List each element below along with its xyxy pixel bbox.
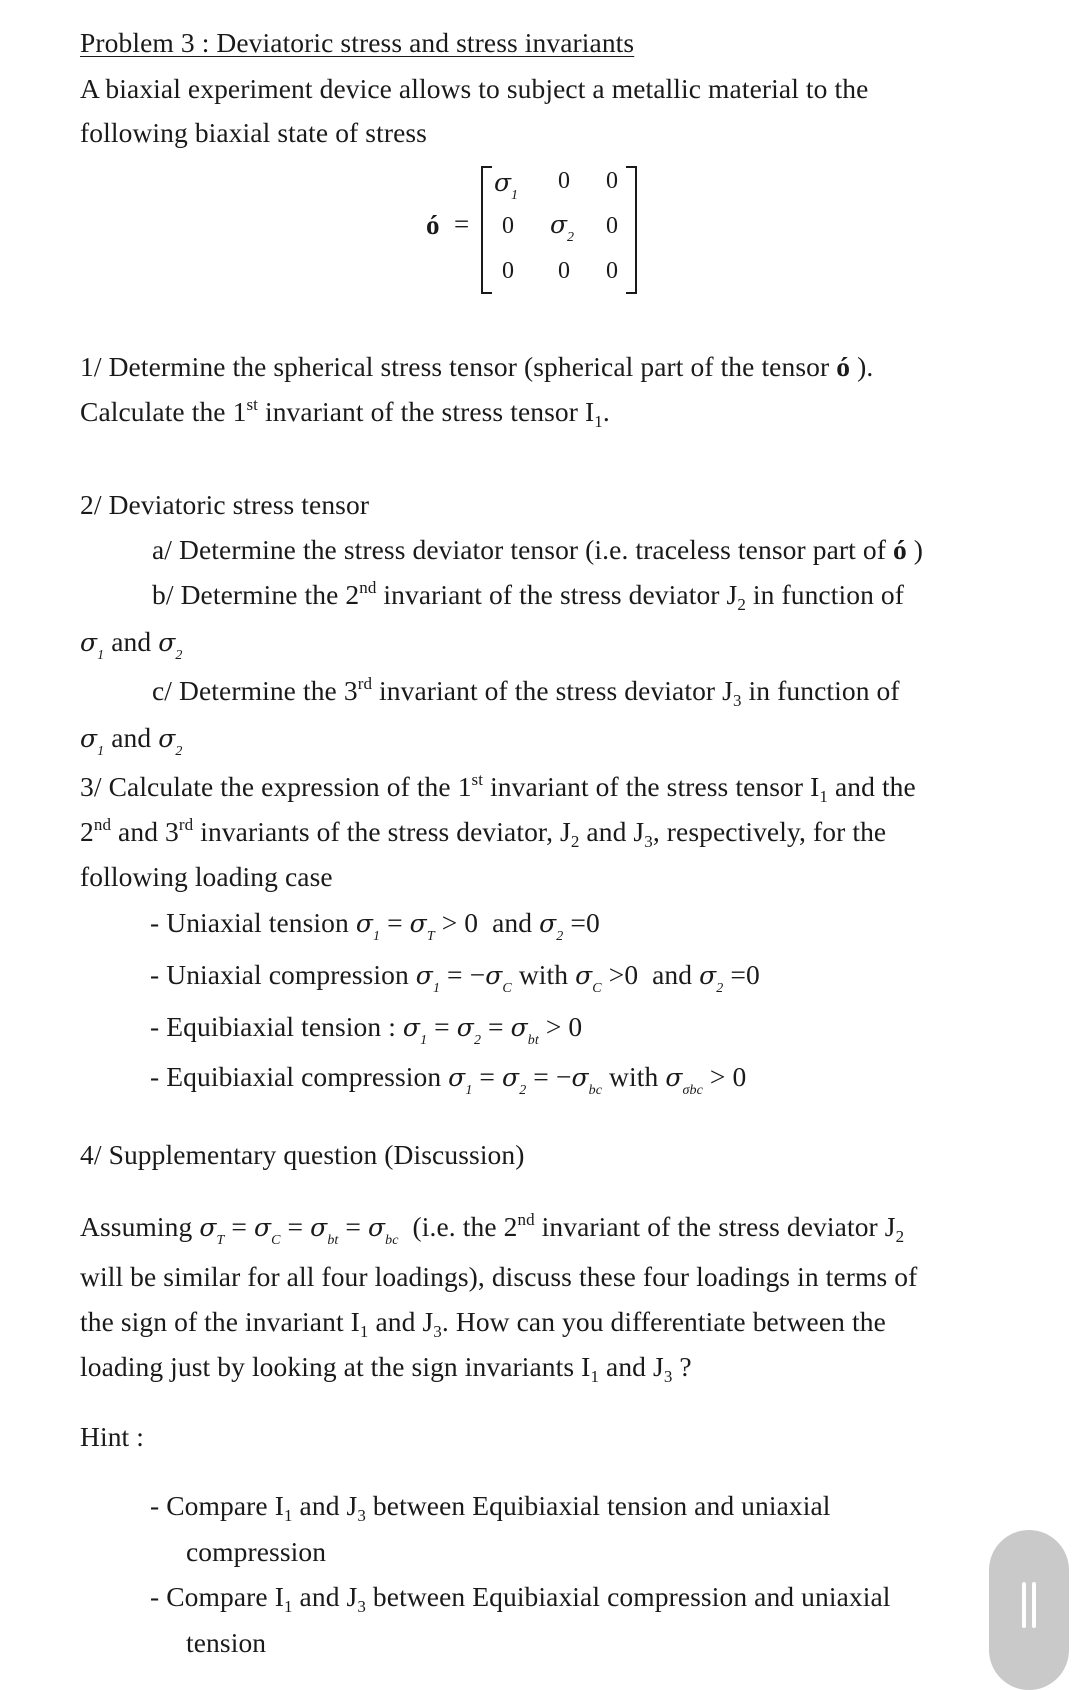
matrix-cell-2-2: 0 [606, 258, 618, 284]
matrix-cell-0-0: $\sigma_1$ [493, 168, 519, 203]
matrix-label: ó [426, 210, 440, 240]
q3-line-3: following loading case [80, 861, 333, 892]
q2-c-continuation: $\sigma_1$ and $\sigma_2$ [80, 722, 183, 759]
matrix-cell-0-2: 0 [606, 168, 618, 194]
intro-line-1: A biaxial experiment device allows to subject a metallic material to the [80, 73, 869, 104]
handle-grip-left [1022, 1582, 1026, 1628]
q4-line-2: will be similar for all four loadings), discuss these four loadings in terms of [80, 1261, 918, 1292]
q3-case-uniaxial-compression: - Uniaxial compression $\sigma_1 = -\sigma_C$ with $\sigma_C >0$ and $\sigma_2 =0$ [150, 959, 760, 996]
hint-item-2: - Compare $I_1$ and $J_3$ between Equibiaxial compression and uniaxial [150, 1581, 891, 1616]
intro-line-2: following biaxial state of stress [80, 117, 427, 148]
q2-b: b/ Determine the 2nd invariant of the stress deviator $J_2$ in function of [152, 578, 905, 614]
q2-c: c/ Determine the 3rd invariant of the stress deviator $J_3$ in function of [152, 674, 900, 710]
q4-heading: 4/ Supplementary question (Discussion) [80, 1139, 525, 1170]
matrix-cell-2-0: 0 [502, 258, 514, 284]
q2-b-continuation: $\sigma_1$ and $\sigma_2$ [80, 626, 183, 663]
q2-a: a/ Determine the stress deviator tensor (i.e. traceless tensor part of ó ) [152, 534, 924, 565]
hint-item-2-continuation: tension [186, 1627, 267, 1658]
q1-line-2: Calculate the 1st invariant of the stress tensor $I_1$. [80, 395, 610, 431]
matrix-cell-0-1: 0 [558, 168, 570, 194]
problem-title: Problem 3 : Deviatoric stress and stress invariants [80, 27, 635, 58]
hint-item-1-continuation: compression [186, 1536, 327, 1567]
matrix-cell-2-1: 0 [558, 258, 570, 284]
scroll-handle-icon[interactable] [989, 1530, 1069, 1690]
q4-line-4: loading just by looking at the sign invariants $I_1$ and $J_3$ ? [80, 1351, 692, 1386]
q3-line-1: 3/ Calculate the expression of the 1st invariant of the stress tensor $I_1$ and the [80, 770, 916, 806]
q3-case-equibiaxial-tension: - Equibiaxial tension : $\sigma_1 = \sigma_2 = \sigma_{bt} > 0$ [150, 1011, 583, 1048]
q3-line-2: 2nd and 3rd invariants of the stress deviator, $J_2$ and $J_3$, respectively, for the [80, 815, 887, 851]
handle-grip-right [1032, 1582, 1036, 1628]
matrix-cell-1-2: 0 [606, 213, 618, 239]
matrix-cell-1-1: $\sigma_2$ [549, 210, 575, 245]
q3-case-uniaxial-tension: - Uniaxial tension $\sigma_1 = \sigma_T > 0$ and $\sigma_2 =0$ [150, 907, 600, 944]
hint-label: Hint : [80, 1421, 145, 1452]
q4-line-3: the sign of the invariant $I_1$ and $J_3$. How can you differentiate between the [80, 1306, 886, 1341]
q3-case-equibiaxial-compression: - Equibiaxial compression $\sigma_1 = \sigma_2 = -\sigma_{bc}$ with $\sigma_{\sigma bc} > 0$ [150, 1061, 747, 1098]
q4-line-1: Assuming $\sigma_T = \sigma_C = \sigma_{bt} = \sigma_{bc}$ (i.e. the 2nd invariant of the stress deviator $J_2$ [80, 1210, 905, 1248]
q1-line-1: 1/ Determine the spherical stress tensor (spherical part of the tensor ó ). [80, 351, 874, 382]
hint-item-1: - Compare $I_1$ and $J_3$ between Equibiaxial tension and uniaxial [150, 1490, 831, 1525]
matrix-equals: = [454, 209, 470, 239]
q2-heading: 2/ Deviatoric stress tensor [80, 489, 370, 520]
matrix-cell-1-0: 0 [502, 213, 514, 239]
